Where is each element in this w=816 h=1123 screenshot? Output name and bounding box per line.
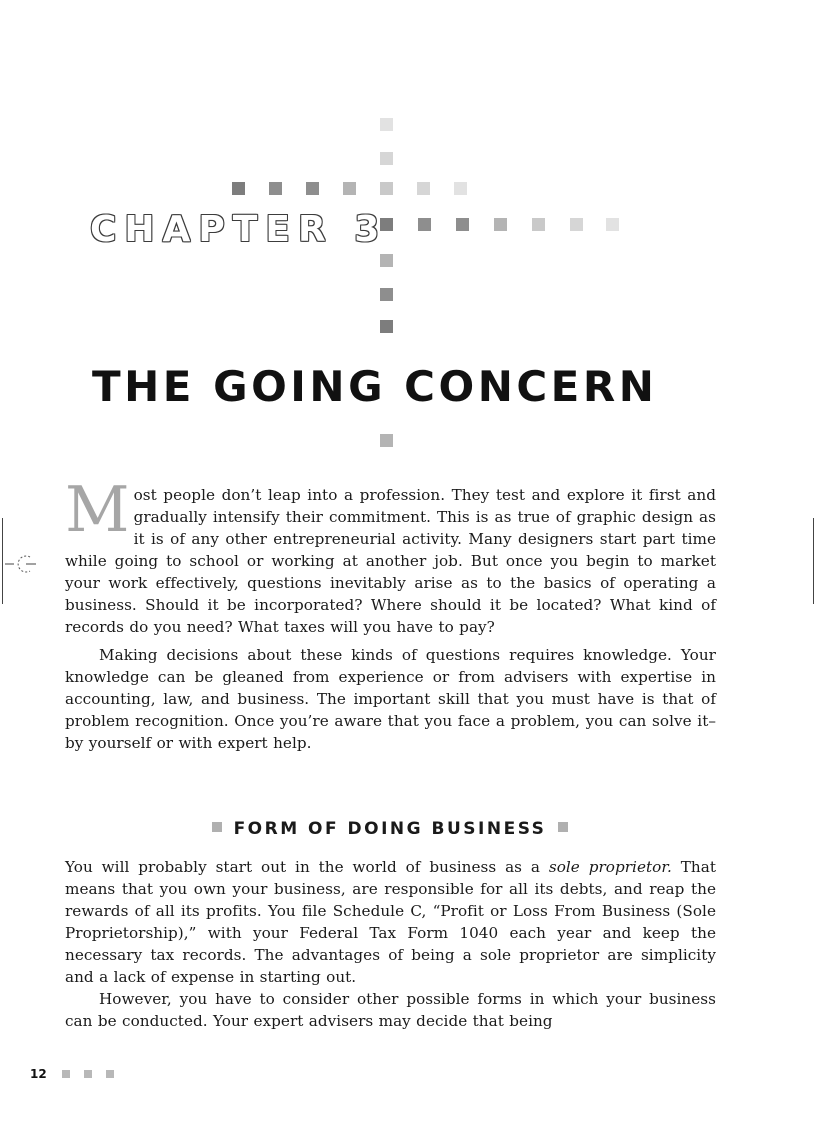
- section-heading-text: FORM OF DOING BUSINESS: [233, 819, 547, 839]
- section-paragraph-2: However, you have to consider other possible forms in which your business can be conducted. Your expert advisers may decide that being: [65, 990, 716, 1030]
- section-heading: [0, 818, 780, 840]
- intro-paragraph: [65, 473, 716, 638]
- section-paragraph-text: You will probably start out in the world of business as a: [65, 858, 549, 876]
- section-paragraph: [65, 856, 716, 988]
- intro-paragraph-text: ost people don’t leap into a profession. They test and explore it first and gradually intensify their commitment. This is as true of graphic design as it is of any other entrepreneurial activity. Many designers start part time while going to school or working at another job. But once you begin to market your work effectively, questions inevitably arise as to the basics of operating a business. Should it be incorporated? Where should it be located? What kind of records do you need? What taxes will you have to pay?: [65, 486, 716, 636]
- chapter-title: THE GOING CONCERN: [92, 362, 658, 411]
- registration-mark-icon: [0, 549, 40, 579]
- drop-cap: M: [65, 473, 130, 546]
- page-number: 12: [30, 1067, 47, 1081]
- crop-line-right: [813, 518, 814, 604]
- heading-square-left-icon: [212, 822, 222, 832]
- intro-paragraph-2: Making decisions about these kinds of questions requires knowledge. Your knowledge can be gleaned from experience or from advisers with expertise in accounting, law, and business. The important skill that you must have is that of problem recognition. Once you’re aware that you face a problem, you can solve it–by yourself or with expert help.: [65, 646, 716, 752]
- heading-square-right-icon: [558, 822, 568, 832]
- chapter-label: CHAPTER 3: [90, 209, 388, 250]
- section-paragraph-text-cont: That means that you own your business, are responsible for all its debts, and reap the rewards of all its profits. You file Schedule C, “Profit or Loss From Business (Sole Proprietorship),” with your Federal Tax Form 1040 each year and keep the necessary tax records. The advantages of being a sole proprietor are simplicity and a lack of expense in starting out.: [65, 858, 716, 986]
- sole-proprietor-term: sole proprietor.: [548, 858, 672, 876]
